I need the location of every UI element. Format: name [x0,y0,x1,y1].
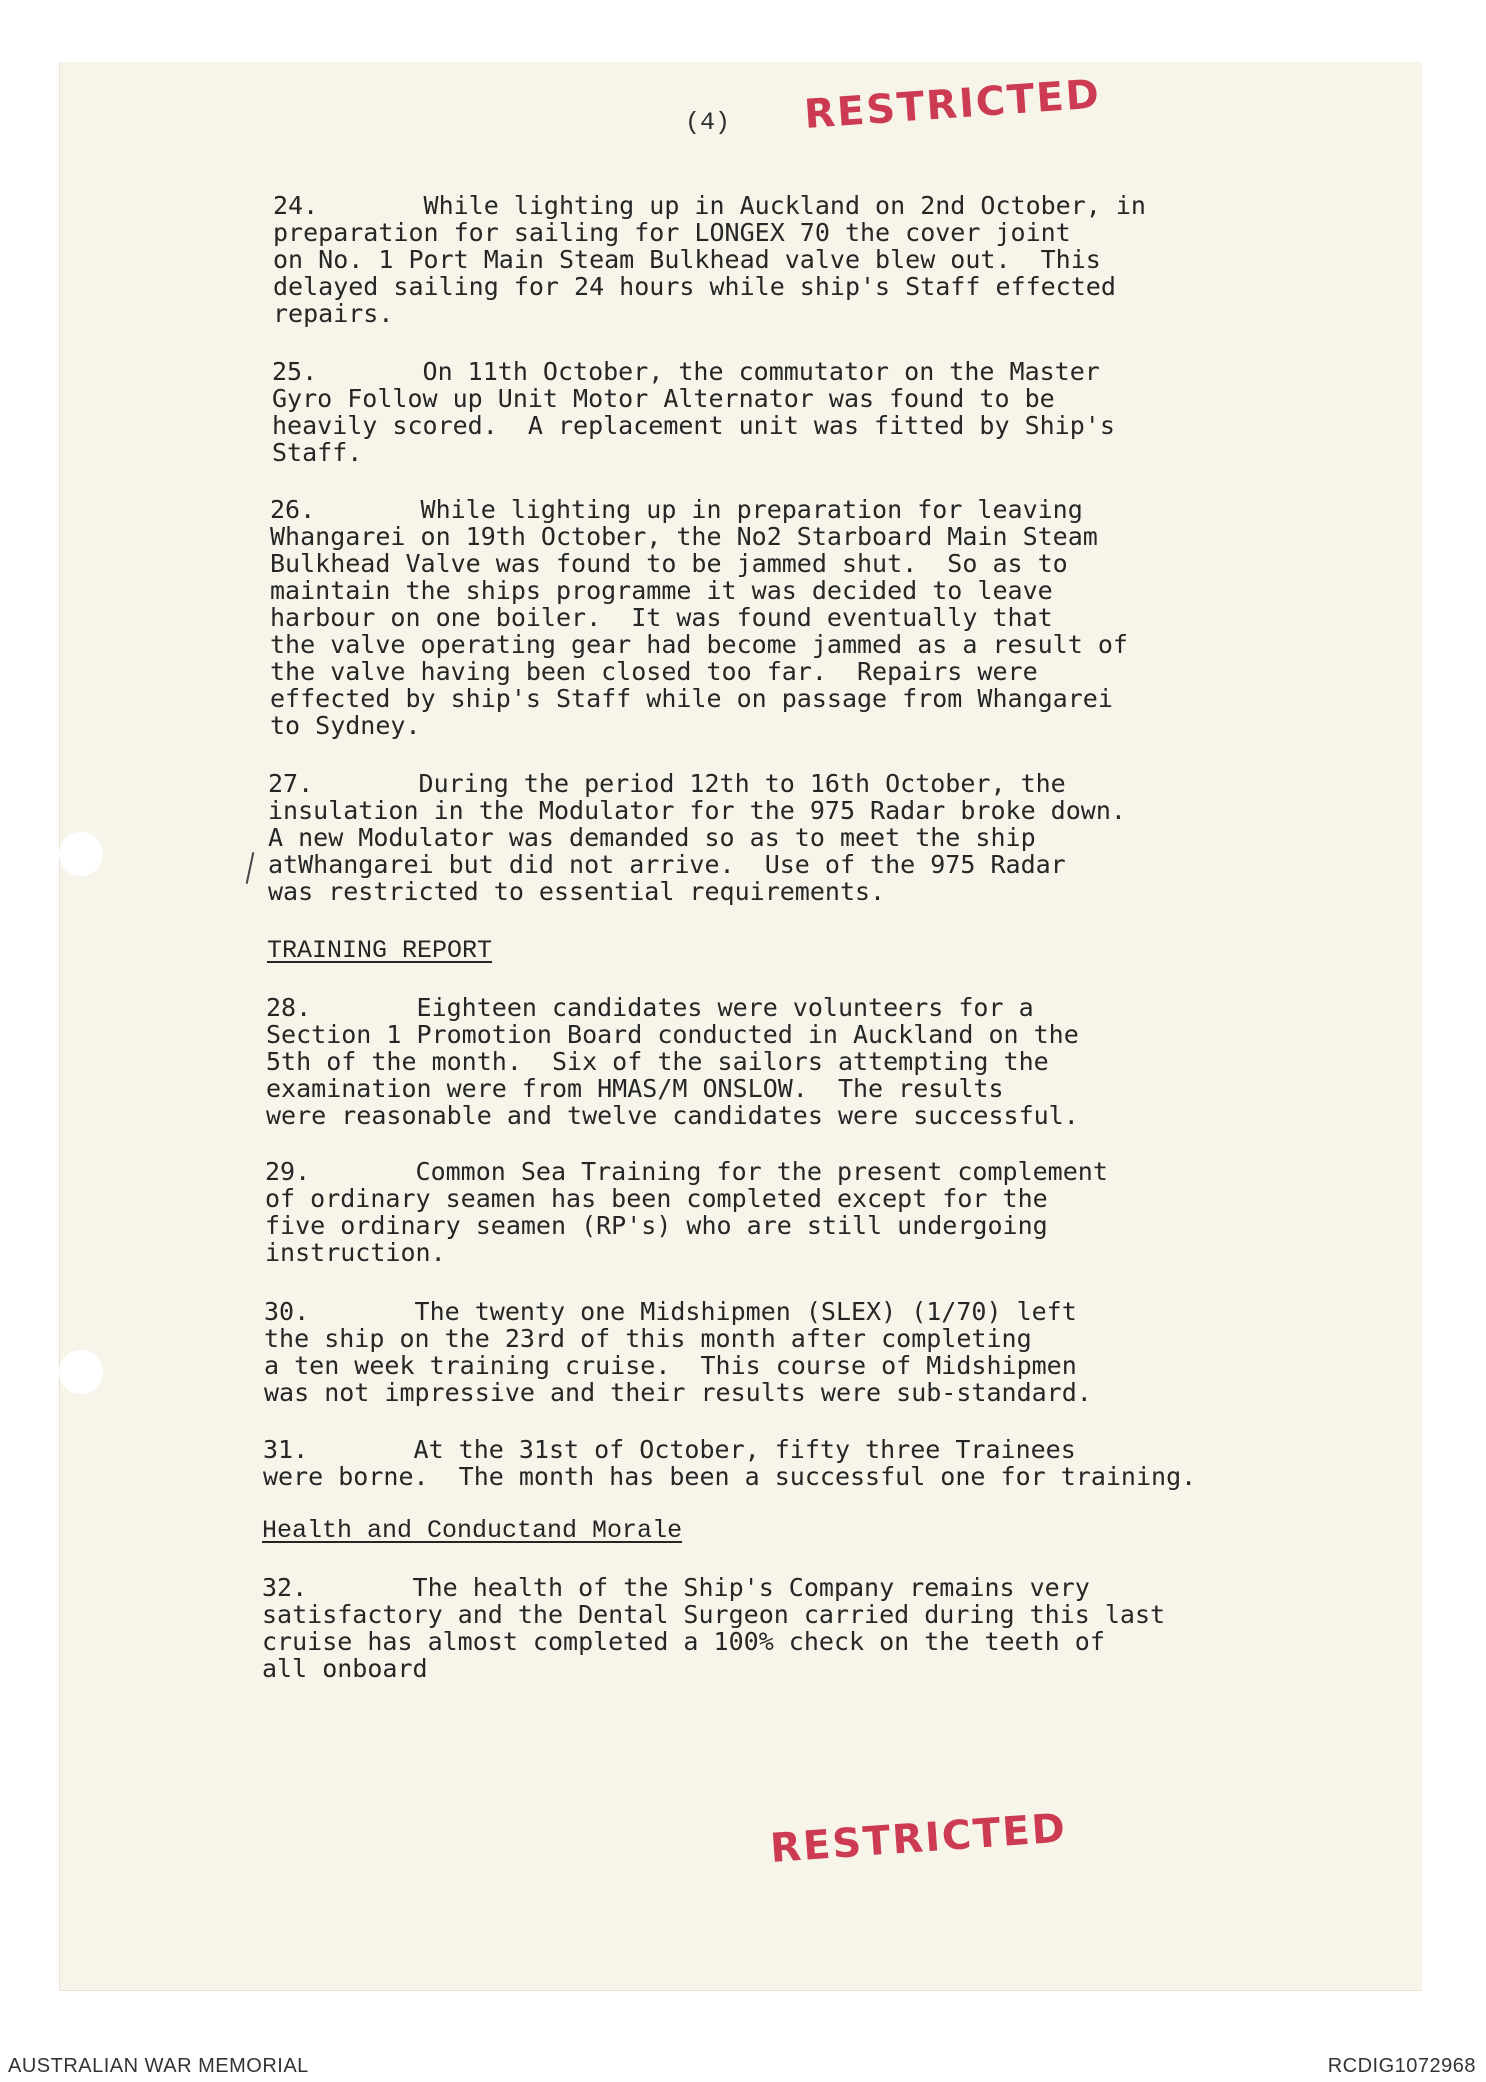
footer-institution: AUSTRALIAN WAR MEMORIAL [8,2055,309,2077]
paragraph-32: 32. The health of the Ship's Company remains very satisfactory and the Dental Surgeon carried during this last cruise has almost completed a 100% check on the teeth of all onboard [262,1573,1166,1683]
restricted-stamp-top: RESTRICTED [802,71,1103,138]
paragraph-25: 25. On 11th October, the commutator on the Master Gyro Follow up Unit Motor Alternator was found to be heavily scored. A replacement unit was fitted by Ship's Staff. [272,357,1115,467]
paragraph-24: 24. While lighting up in Auckland on 2nd October, in preparation for sailing for LONGEX 70 the cover joint on No. 1 Port Main Steam Bulkhead valve blew out. This delayed sailing for 24 hours while ship's Staff effected repairs. [273,191,1146,328]
health-conduct-morale-heading: Health and Conductand Morale [262,1516,683,1545]
page-number: (4) [685,108,731,137]
paragraph-26: 26. While lighting up in preparation for leaving Whangarei on 19th October, the No2 Starboard Main Steam Bulkhead Valve was found to be jammed shut. So as to maintain the ships programme it was decided to leave harbour on one boiler. It was found eventually that the valve operating gear had become jammed as a result of the valve having been closed too far. Repairs were effected by ship's Staff while on passage from Whangarei to Sydney. [270,495,1128,740]
punch-hole [59,832,103,876]
punch-hole [59,1350,103,1394]
restricted-stamp-bottom: RESTRICTED [768,1805,1069,1872]
paragraph-28: 28. Eighteen candidates were volunteers for a Section 1 Promotion Board conducted in Auckland on the 5th of the month. Six of the sailors attempting the examination were from HMAS/M ONSLOW. The results were reasonable and twelve candidates were successful. [266,993,1079,1130]
training-report-heading: TRAINING REPORT [267,936,493,965]
paragraph-30: 30. The twenty one Midshipmen (SLEX) (1/70) left the ship on the 23rd of this month after completing a ten week training cruise. This course of Midshipmen was not impressive and their results were sub-standard. [264,1297,1092,1407]
paragraph-27: 27. During the period 12th to 16th October, the insulation in the Modulator for the 975 Radar broke down. A new Modulator was demanded so as to meet the ship atWhangarei but did not arrive. Use of the 975 Radar was restricted to essential requirements. [268,769,1126,906]
paragraph-31: 31. At the 31st of October, fifty three Trainees were borne. The month has been a successful one for training. [263,1435,1197,1491]
footer-identifier: RCDIG1072968 [1327,2055,1476,2077]
paragraph-29: 29. Common Sea Training for the present complement of ordinary seamen has been completed except for the five ordinary seamen (RP's) who are still undergoing instruction. [265,1157,1108,1267]
